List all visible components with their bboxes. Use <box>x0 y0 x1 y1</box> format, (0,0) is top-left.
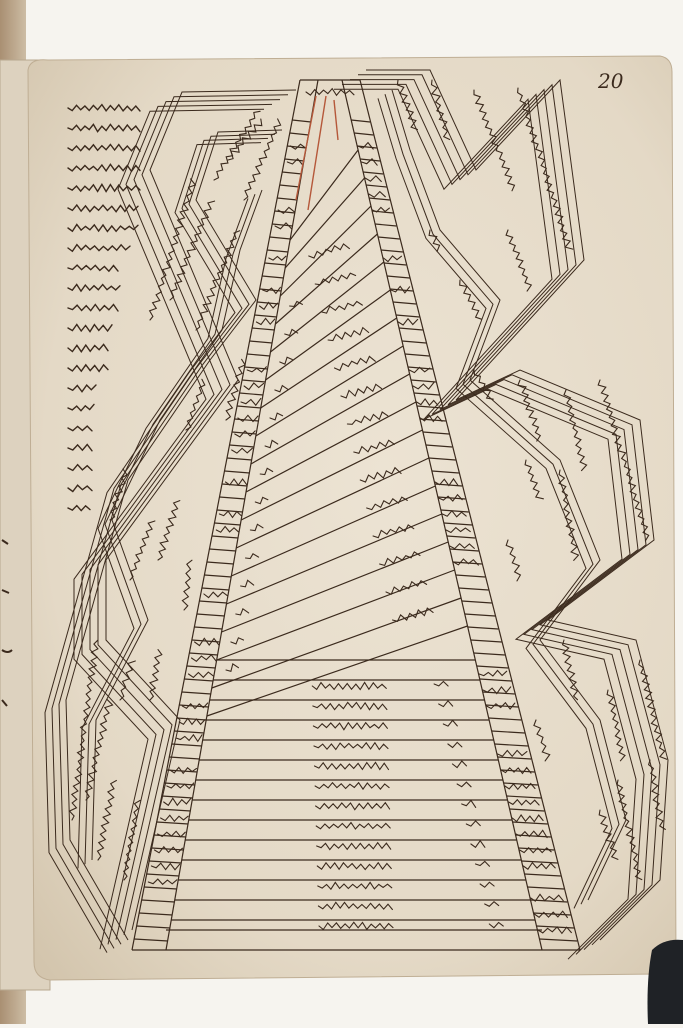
folio-number: 20 <box>597 69 624 93</box>
binding-clip <box>648 940 683 1024</box>
vellum-page <box>28 56 676 980</box>
